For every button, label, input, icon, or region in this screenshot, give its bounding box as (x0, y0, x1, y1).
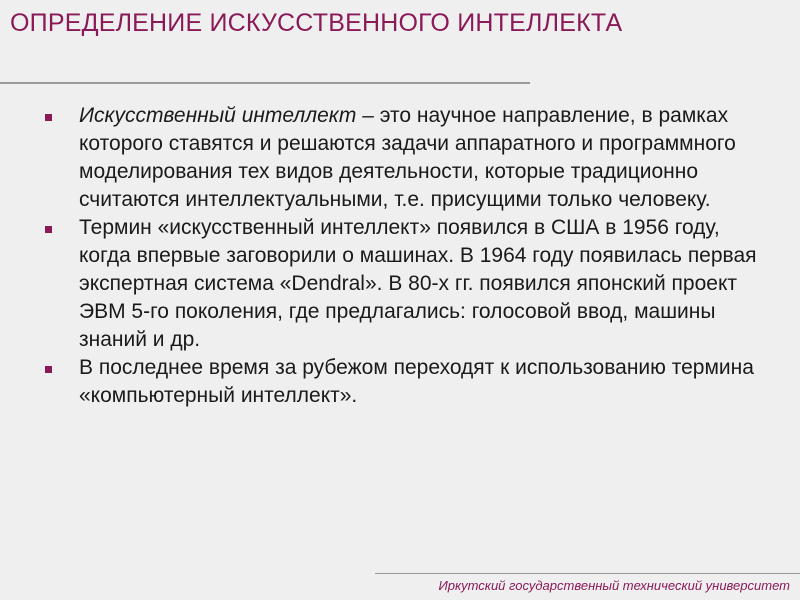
bullet-text: Термин «искусственный интеллект» появился в США в 1956 году, когда впервые заговорили о машинах. В 1964 году появилась первая экспертная система «Dendral». В 80-х гг. появился японский проект ЭВМ 5-го поколения, где предлагались: голосовой ввод, машины знаний и др. (79, 216, 757, 351)
bullet-text: это научное направление, в рамках которого ставятся и решаются задачи аппаратного и программного моделирования тех видов деятельности, которые традиционно считаются интеллектуальными, т.е. присущими только человеку. (79, 104, 736, 211)
bullet-text: В последнее время за рубежом переходят к использованию термина «компьютерный интеллект». (79, 356, 754, 407)
footer-organization: Иркутский государственный технический университет (438, 578, 790, 593)
bullet-list (40, 102, 760, 410)
square-bullet-icon (45, 226, 52, 233)
square-bullet-icon (45, 366, 52, 373)
footer-divider (375, 573, 800, 574)
bullet-item-definition (40, 102, 760, 214)
bullet-item-modern-term (40, 354, 760, 410)
title-divider (0, 82, 530, 84)
slide-title: ОПРЕДЕЛЕНИЕ ИСКУССТВЕННОГО ИНТЕЛЛЕКТА (10, 9, 623, 37)
bullet-term: Искусственный интеллект – (79, 104, 380, 127)
bullet-item-history (40, 214, 760, 354)
square-bullet-icon (45, 114, 52, 121)
